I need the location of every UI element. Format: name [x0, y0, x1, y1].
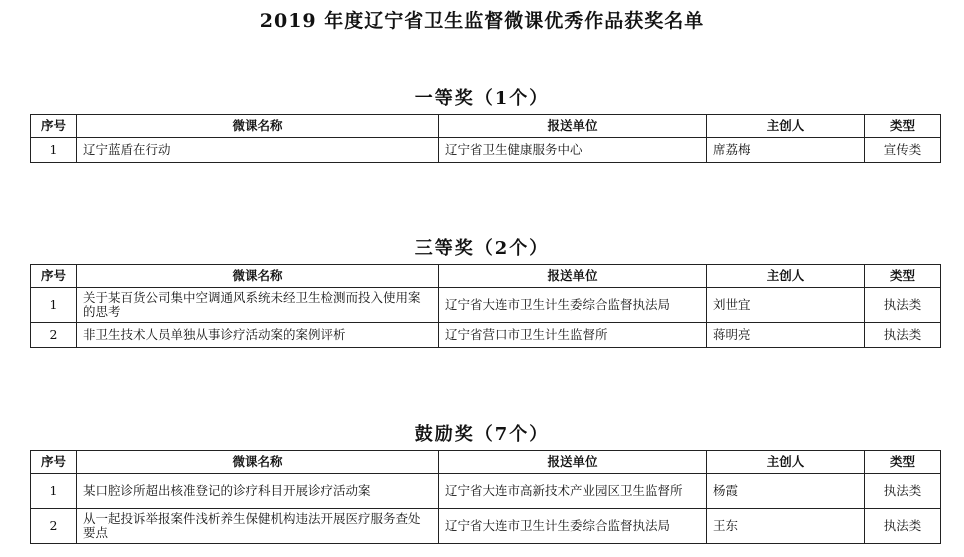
- header-unit: 报送单位: [439, 265, 707, 288]
- table-row: [31, 509, 941, 544]
- cell-no: 1: [31, 474, 77, 509]
- cell-name: 非卫生技术人员单独从事诊疗活动案的案例评析: [77, 323, 439, 348]
- table-header-row: [31, 265, 941, 288]
- header-name: 微课名称: [77, 451, 439, 474]
- cell-no: 2: [31, 323, 77, 348]
- cell-author: 席荔梅: [707, 138, 865, 163]
- cell-author: 王东: [707, 509, 865, 544]
- section-title-first-prize: 一等奖（1个）: [414, 88, 550, 109]
- header-unit: 报送单位: [439, 115, 707, 138]
- cell-type: 执法类: [865, 288, 941, 323]
- table-row: [31, 323, 941, 348]
- table-header-row: [31, 115, 941, 138]
- cell-unit: 辽宁省大连市卫生计生委综合监督执法局: [439, 288, 707, 323]
- header-name: 微课名称: [77, 115, 439, 138]
- cell-name: 关于某百货公司集中空调通风系统未经卫生检测而投入使用案的思考: [77, 288, 439, 323]
- table-row: [31, 288, 941, 323]
- cell-name: 辽宁蓝盾在行动: [77, 138, 439, 163]
- section-title-encouragement-prize: 鼓励奖（7个）: [414, 424, 550, 445]
- encouragement-prize-table: [30, 450, 941, 544]
- header-no: 序号: [31, 451, 77, 474]
- header-author: 主创人: [707, 265, 865, 288]
- cell-no: 2: [31, 509, 77, 544]
- table-row: [31, 138, 941, 163]
- cell-unit: 辽宁省卫生健康服务中心: [439, 138, 707, 163]
- third-prize-table: [30, 264, 941, 348]
- cell-type: 执法类: [865, 323, 941, 348]
- header-type: 类型: [865, 265, 941, 288]
- table-header-row: [31, 451, 941, 474]
- cell-type: 宣传类: [865, 138, 941, 163]
- header-author: 主创人: [707, 115, 865, 138]
- cell-type: 执法类: [865, 509, 941, 544]
- cell-unit: 辽宁省大连市高新技术产业园区卫生监督所: [439, 474, 707, 509]
- header-name: 微课名称: [77, 265, 439, 288]
- section-title-third-prize: 三等奖（2个）: [414, 238, 550, 259]
- cell-author: 杨霞: [707, 474, 865, 509]
- header-type: 类型: [865, 115, 941, 138]
- cell-type: 执法类: [865, 474, 941, 509]
- table-row: [31, 474, 941, 509]
- cell-name: 某口腔诊所超出核准登记的诊疗科目开展诊疗活动案: [77, 474, 439, 509]
- header-unit: 报送单位: [439, 451, 707, 474]
- header-author: 主创人: [707, 451, 865, 474]
- cell-no: 1: [31, 138, 77, 163]
- cell-name: 从一起投诉举报案件浅析养生保健机构违法开展医疗服务查处要点: [77, 509, 439, 544]
- page-title: 2019 年度辽宁省卫生监督微课优秀作品获奖名单: [259, 10, 705, 32]
- header-no: 序号: [31, 115, 77, 138]
- header-no: 序号: [31, 265, 77, 288]
- cell-unit: 辽宁省营口市卫生计生监督所: [439, 323, 707, 348]
- header-type: 类型: [865, 451, 941, 474]
- cell-author: 蒋明亮: [707, 323, 865, 348]
- cell-no: 1: [31, 288, 77, 323]
- cell-unit: 辽宁省大连市卫生计生委综合监督执法局: [439, 509, 707, 544]
- cell-author: 刘世宜: [707, 288, 865, 323]
- first-prize-table: [30, 114, 941, 163]
